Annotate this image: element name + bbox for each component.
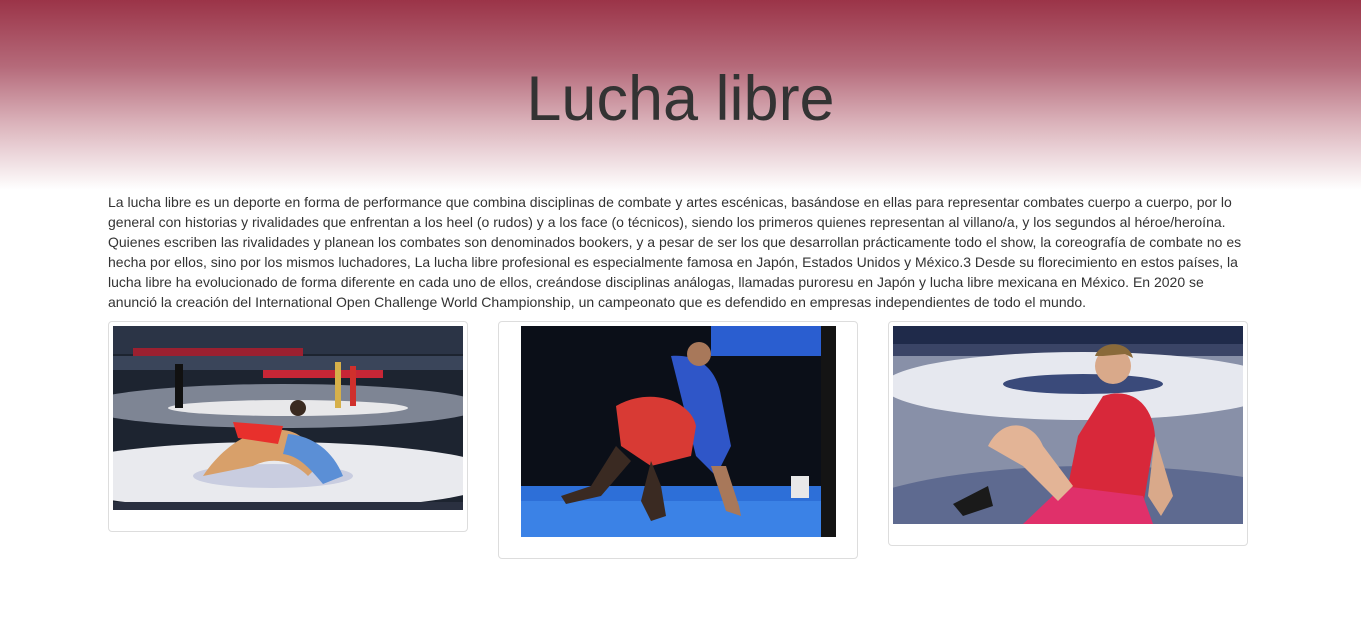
hero-banner bbox=[0, 0, 1361, 190]
image-card-3 bbox=[888, 321, 1248, 546]
female-wrestler-seated-photo bbox=[893, 326, 1243, 524]
intro-paragraph: La lucha libre es un deporte en forma de performance que combina disciplinas de combate y artes escénicas, basándose en ellas para representar combates cuerpo a cuerpo, por lo general con historias y rivalidades que enfrentan a los heel (o rudos) y a los face (o técnicos), siendo los primeros quienes representan al villano/a, y los segundos al héroe/heroína. Quienes escriben las rivalidades y planean los combates son denominados bookers, y a pesar de ser los que desarrollan prácticamente todo el show, la coreografía de combate no es hecha por ellos, sino por los mismos luchadores, La lucha libre profesional es especialmente famosa en Japón, Estados Unidos y México.3 Desde su florecimiento en estos países, la lucha libre ha evolucionado de forma diferente en cada uno de ellos, creándose disciplinas análogas, llamadas puroresu en Japón y lucha libre mexicana en México. En 2020 se anunció la creación del International Open Challenge World Championship, un campeonato que es defendido en empresas independientes de todo el mundo. bbox=[108, 194, 1242, 310]
page-title: Lucha libre bbox=[526, 64, 835, 134]
wrestlers-grappling-photo bbox=[521, 326, 836, 537]
wrestling-match-arena-photo bbox=[113, 326, 463, 510]
image-card-1 bbox=[108, 321, 468, 532]
image-card-2 bbox=[498, 321, 858, 559]
